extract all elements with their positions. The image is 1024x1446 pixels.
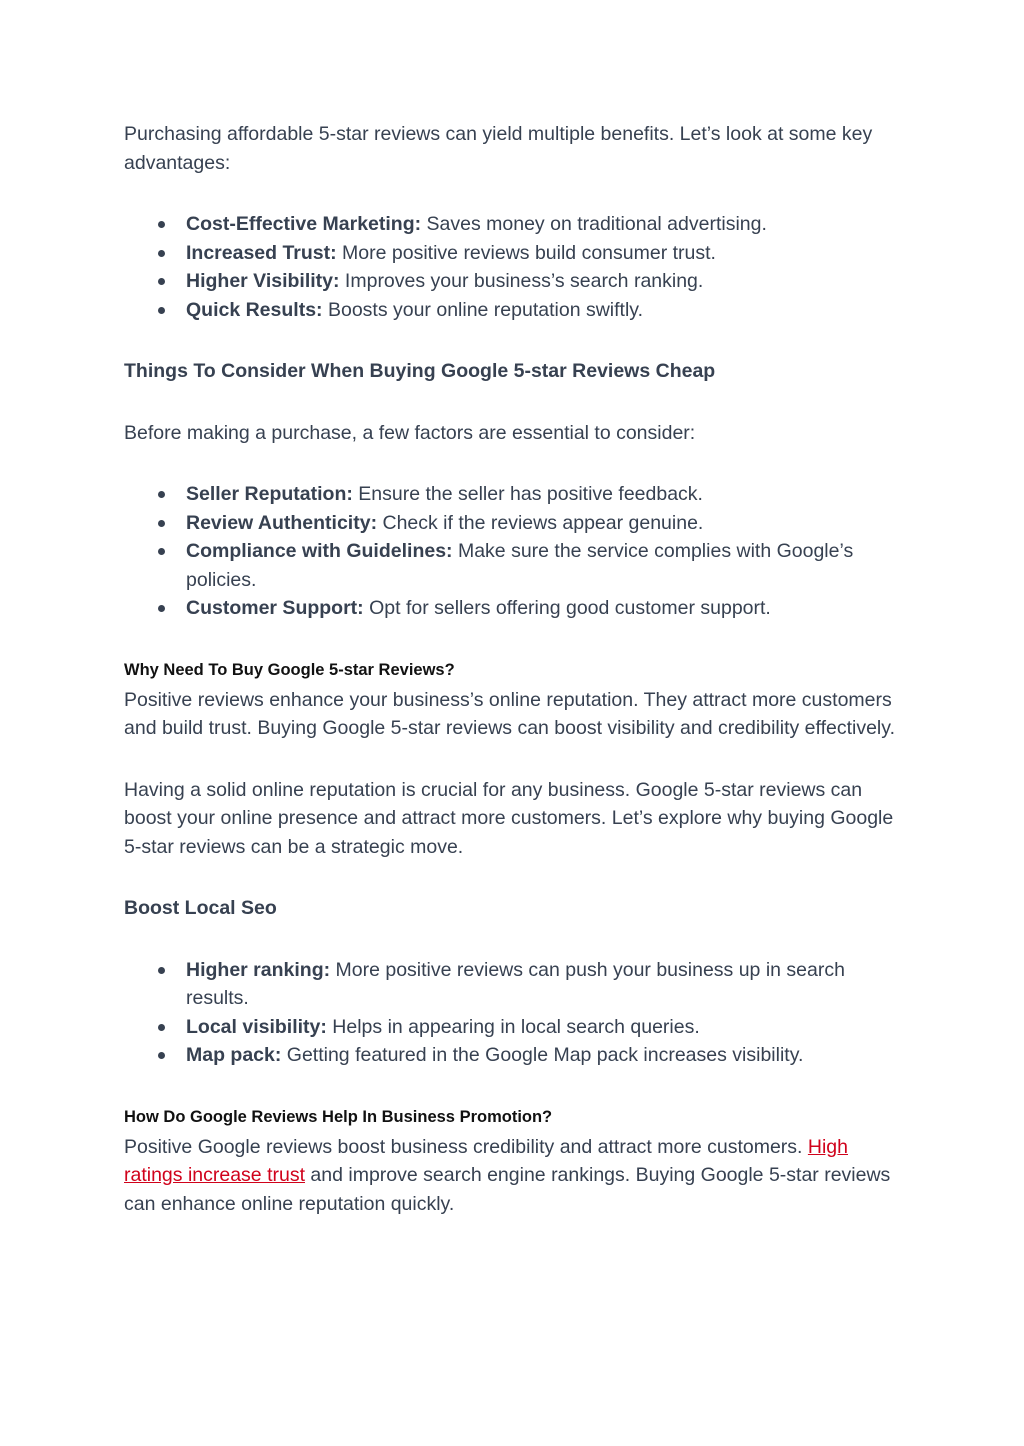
list-item xyxy=(124,267,904,296)
document-page xyxy=(124,120,904,1218)
list-item xyxy=(124,210,904,239)
bullet-icon xyxy=(158,967,165,974)
list-item xyxy=(124,1041,904,1070)
bullet-icon xyxy=(158,1024,165,1031)
item-label: Map pack: xyxy=(186,1044,282,1066)
item-text: Improves your business’s search ranking. xyxy=(339,270,704,292)
list-item xyxy=(124,509,904,538)
promotion-paragraph xyxy=(124,1133,904,1219)
item-text: Boosts your online reputation swiftly. xyxy=(322,298,644,321)
why-paragraph-1: Positive reviews enhance your business’s online reputation. They attract more customers and build trust. Buying Google 5-star reviews can boost visibility and credibility effectively. xyxy=(124,688,895,739)
item-label: Cost-Effective Marketing: xyxy=(186,213,422,235)
promotion-text-after: and improve search engine rankings. Buying Google 5-star reviews can enhance online reputation quickly. xyxy=(124,1164,891,1215)
bullet-icon xyxy=(158,605,165,612)
list-item xyxy=(124,956,904,1013)
seo-list xyxy=(124,956,904,1070)
item-label: Quick Results: xyxy=(186,298,323,321)
advantages-list xyxy=(124,210,904,324)
item-text: Saves money on traditional advertising. xyxy=(421,213,767,235)
bullet-icon xyxy=(158,278,165,285)
item-text: More positive reviews build consumer trust. xyxy=(336,241,716,264)
seo-heading: Boost Local Seo xyxy=(124,897,277,919)
item-label: Local visibility: xyxy=(186,1015,327,1038)
list-item xyxy=(124,239,904,268)
list-item xyxy=(124,296,904,325)
high-ratings-link[interactable]: High ratings increase trust xyxy=(124,1135,848,1186)
list-item xyxy=(124,594,904,623)
list-item xyxy=(124,537,904,594)
item-label: Higher ranking: xyxy=(186,958,331,981)
item-label: Increased Trust: xyxy=(186,241,337,264)
item-text: Helps in appearing in local search queries. xyxy=(326,1015,700,1038)
item-text: Opt for sellers offering good customer support. xyxy=(363,597,771,619)
list-item xyxy=(124,1013,904,1042)
item-label: Compliance with Guidelines: xyxy=(186,540,453,562)
bullet-icon xyxy=(158,548,165,555)
bullet-icon xyxy=(158,250,165,257)
list-item xyxy=(124,480,904,509)
promotion-heading: How Do Google Reviews Help In Business Promotion? xyxy=(124,1107,553,1126)
item-text: Ensure the seller has positive feedback. xyxy=(352,483,703,505)
intro-paragraph: Purchasing affordable 5-star reviews can yield multiple benefits. Let’s look at some key advantages: xyxy=(124,123,873,174)
item-text: More positive reviews can push your business up in search results. xyxy=(186,958,845,1009)
why-paragraph-2: Having a solid online reputation is crucial for any business. Google 5-star reviews can boost your online presence and attract more customers. Let’s explore why buying Google 5-star reviews can be a strategic move. xyxy=(124,778,894,858)
item-label: Customer Support: xyxy=(186,597,364,619)
bullet-icon xyxy=(158,221,165,228)
bullet-icon xyxy=(158,1052,165,1059)
bullet-icon xyxy=(158,520,165,527)
promotion-text-before: Positive Google reviews boost business credibility and attract more customers. xyxy=(124,1135,808,1158)
item-label: Higher Visibility: xyxy=(186,270,340,292)
bullet-icon xyxy=(158,307,165,314)
item-label: Seller Reputation: xyxy=(186,483,353,505)
item-text: Make sure the service complies with Google’s policies. xyxy=(186,540,854,591)
item-text: Check if the reviews appear genuine. xyxy=(377,511,704,534)
consider-list xyxy=(124,480,904,623)
item-label: Review Authenticity: xyxy=(186,511,378,534)
consider-heading: Things To Consider When Buying Google 5-star Reviews Cheap xyxy=(124,360,716,382)
bullet-icon xyxy=(158,491,165,498)
why-heading: Why Need To Buy Google 5-star Reviews? xyxy=(124,660,455,679)
item-text: Getting featured in the Google Map pack increases visibility. xyxy=(281,1044,804,1066)
consider-intro: Before making a purchase, a few factors are essential to consider: xyxy=(124,421,696,444)
